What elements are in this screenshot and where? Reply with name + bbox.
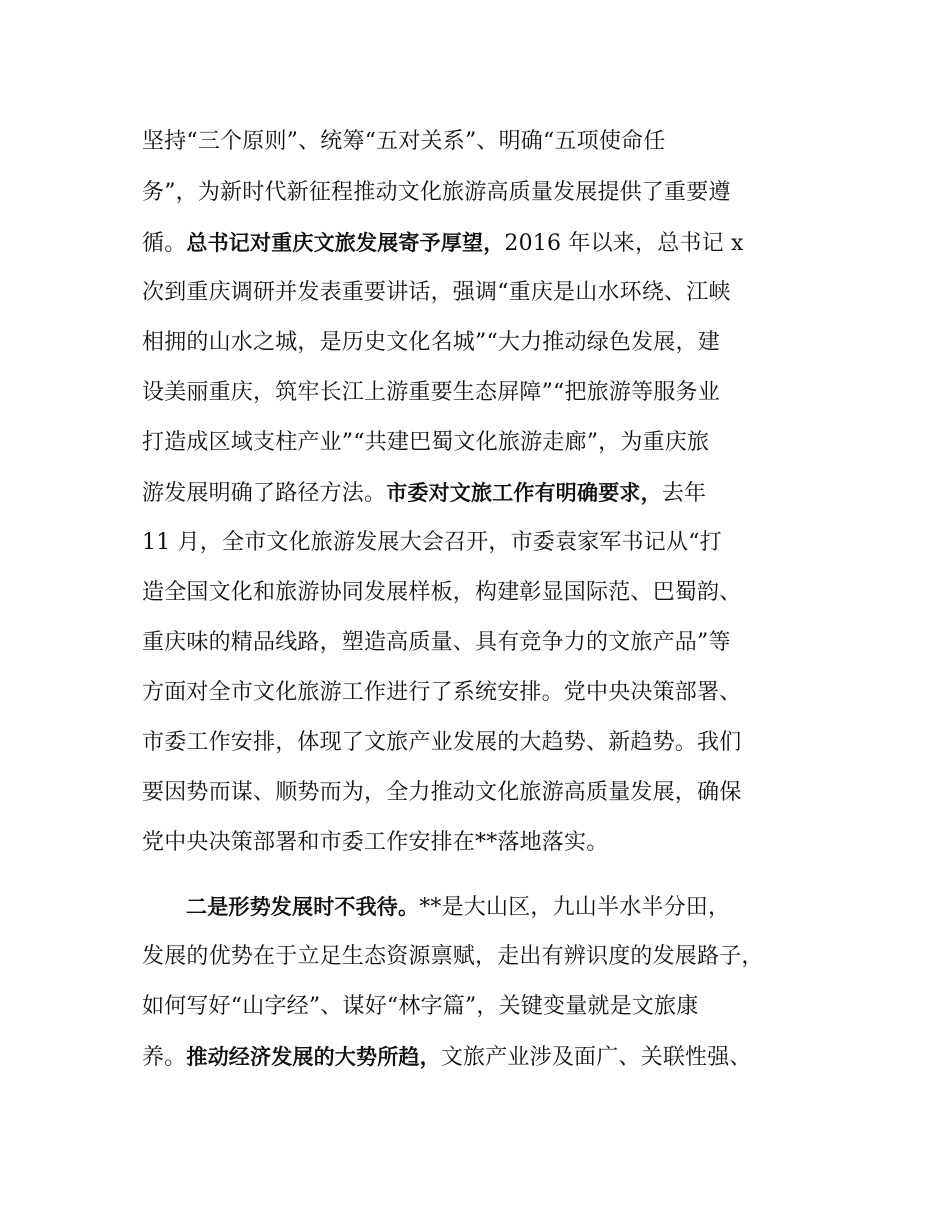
text-run: 循。 (142, 231, 187, 256)
text-run: 游发展明确了路径方法。 (142, 481, 387, 506)
text-line (142, 778, 741, 808)
text-run: 打造成区域支柱产业”“共建巴蜀文化旅游走廊”，为重庆旅 (142, 430, 710, 455)
text-run: 发展的优势在于立足生态资源禀赋，走出有辨识度的发展路子， (142, 944, 764, 969)
text-run: 市委工作安排，体现了文旅产业发展的大趋势、新趋势。我们 (142, 730, 742, 755)
text-line (142, 228, 744, 258)
text-line (142, 942, 764, 972)
text-line (142, 278, 731, 308)
text-line (142, 828, 608, 858)
text-run: 重庆味的精品线路，塑造高质量、具有竞争力的文旅产品”等 (142, 630, 731, 655)
bold-run: 二是形势发展时不我待。 (186, 895, 420, 919)
text-run: 11 月，全市文化旅游发展大会召开，市委袁家军书记从“打 (142, 530, 722, 555)
text-line (142, 678, 741, 708)
text-line (142, 728, 741, 758)
text-line (142, 178, 731, 208)
text-run: 次到重庆调研并发表重要讲话，强调“重庆是山水环绕、江峡 (142, 280, 731, 305)
text-line (142, 578, 741, 608)
text-line (142, 478, 706, 508)
bold-run: 市委对文旅工作有明确要求， (386, 481, 662, 505)
text-run: 务”，为新时代新征程推动文化旅游高质量发展提供了重要遵 (142, 180, 731, 205)
text-run: **是大山区，九山半水半分田， (419, 895, 731, 920)
text-line (186, 892, 730, 922)
text-line (142, 528, 722, 558)
text-run: 要因势而谋、顺势而为，全力推动文化旅游高质量发展，确保 (142, 780, 742, 805)
text-run: 去年 (661, 481, 707, 506)
text-line (142, 378, 720, 408)
text-run: 方面对全市文化旅游工作进行了系统安排。党中央决策部署、 (142, 680, 742, 705)
text-line (142, 992, 698, 1022)
text-run: 相拥的山水之城，是历史文化名城”“大力推动绿色发展，建 (142, 330, 720, 355)
text-run: 养。 (142, 1045, 187, 1070)
text-run: 设美丽重庆，筑牢长江上游重要生态屏障”“把旅游等服务业 (142, 380, 720, 405)
text-run: 如何写好“山字经”、谋好“林字篇”，关键变量就是文旅康 (142, 994, 699, 1019)
text-line (142, 1042, 752, 1072)
text-run: 坚持“三个原则”、统筹“五对关系”、明确“五项使命任 (142, 129, 666, 154)
text-run: 2016 年以来，总书记 x (504, 231, 744, 256)
text-line (142, 628, 731, 658)
text-run: 文旅产业涉及面广、关联性强、 (440, 1045, 752, 1070)
text-line (142, 127, 665, 157)
bold-run: 总书记对重庆文旅发展寄予厚望， (186, 231, 505, 255)
text-run: 党中央决策部署和市委工作安排在**落地落实。 (142, 830, 609, 855)
text-line (142, 428, 709, 458)
bold-run: 推动经济发展的大势所趋， (186, 1045, 441, 1069)
text-run: 造全国文化和旅游协同发展样板，构建彰显国际范、巴蜀韵、 (142, 580, 742, 605)
text-line (142, 328, 720, 358)
